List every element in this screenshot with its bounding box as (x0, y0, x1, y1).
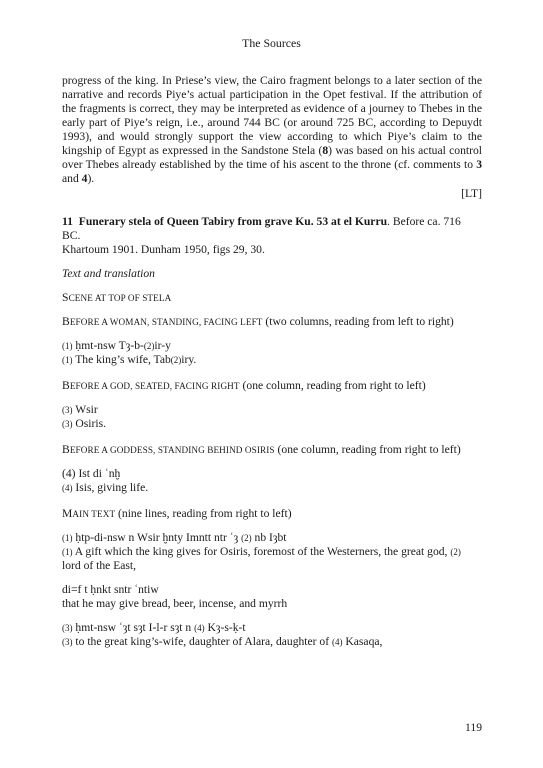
main-line1-translit: (1) ḥtp-di-nsw n Wsir ḫnty Imntt ntr ʿȝ (2) nb Iȝbt (62, 531, 287, 544)
section-heading-woman: BEFORE A WOMAN, STANDING, FACING LEFT (two columns, reading from left to right) (62, 315, 454, 328)
ref-8: 8 (322, 144, 329, 157)
translation-goddess: (4) Isis, giving life. (62, 481, 149, 494)
translit-god: (3) Wsir (62, 403, 98, 416)
translation-god: (3) Osiris. (62, 417, 107, 430)
main-line1-translation: (1) A gift which the king gives for Osiris, foremost of the Westerners, the great god, (2) lord of the East, (62, 545, 461, 572)
ref-3: 3 (476, 158, 482, 171)
page-body (62, 74, 482, 649)
section-heading-god: BEFORE A GOD, SEATED, FACING RIGHT (one column, reading from right to left) (62, 379, 426, 392)
intro-and: and (62, 172, 82, 185)
ref-4: 4 (81, 172, 88, 185)
main-line2-translit: di=f t ḥnkt sntr ʿntiw (62, 583, 159, 596)
translation-woman: (1) The king’s wife, Tab(2)iry. (62, 353, 197, 366)
main-line3-translit: (3) ḥmt-nsw ʿȝt sȝt I-l-r sȝt n (4) Kȝ-s-ḳ-t (62, 621, 246, 634)
author-initials: [LT] (461, 187, 482, 200)
scene-heading: SCENE AT TOP OF STELA (62, 291, 172, 304)
entry-heading (62, 215, 482, 243)
translit-goddess: (4) Ist di ʿnḫ (62, 467, 121, 480)
main-line3-translation: (3) to the great king’s-wife, daughter of Alara, daughter of (4) Kasaqa, (62, 635, 383, 648)
section-heading-goddess: BEFORE A GODDESS, STANDING BEHIND OSIRIS (one column, reading from right to left) (62, 443, 461, 456)
intro-text-mid: ) was based on his actual control over Thebes already established by the time of his ascent to the throne (cf. comments to (62, 144, 482, 171)
intro-text: progress of the king. In Priese’s view, the Cairo fragment belongs to a later section of the narrative and records Piye’s actual participation in the Opet festival. If the attribution of the fragments is correct, they may be interpreted as evidence of a journey to Thebes in the early part of Piye’s reign, i.e., around 744 BC (or around 725 BC, according to Depuydt 1993), and would strongly support the view according to which Piye’s claim to the kingship of Egypt as expressed in the Sandstone Stela ( (62, 74, 482, 157)
main-line2-translation: that he may give bread, beer, incense, and myrrh (62, 597, 288, 610)
entry-number: 11 (62, 215, 73, 228)
intro-paragraph (62, 74, 482, 186)
bibliography: Khartoum 1901. Dunham 1950, figs 29, 30. (62, 243, 265, 256)
subhead: Text and translation (62, 267, 155, 280)
page-number: 119 (465, 721, 482, 734)
intro-end: ). (87, 172, 95, 185)
entry-date: . Before ca. 716 BC. (62, 215, 461, 242)
translit-woman: (1) ḥmt-nsw Tȝ-b-(2)ir-y (62, 339, 171, 352)
main-text-heading: MAIN TEXT (nine lines, reading from right to left) (62, 507, 292, 520)
entry-title: Funerary stela of Queen Tabiry from grave Ku. 53 at el Kurru (78, 215, 388, 228)
running-head: The Sources (242, 36, 301, 50)
